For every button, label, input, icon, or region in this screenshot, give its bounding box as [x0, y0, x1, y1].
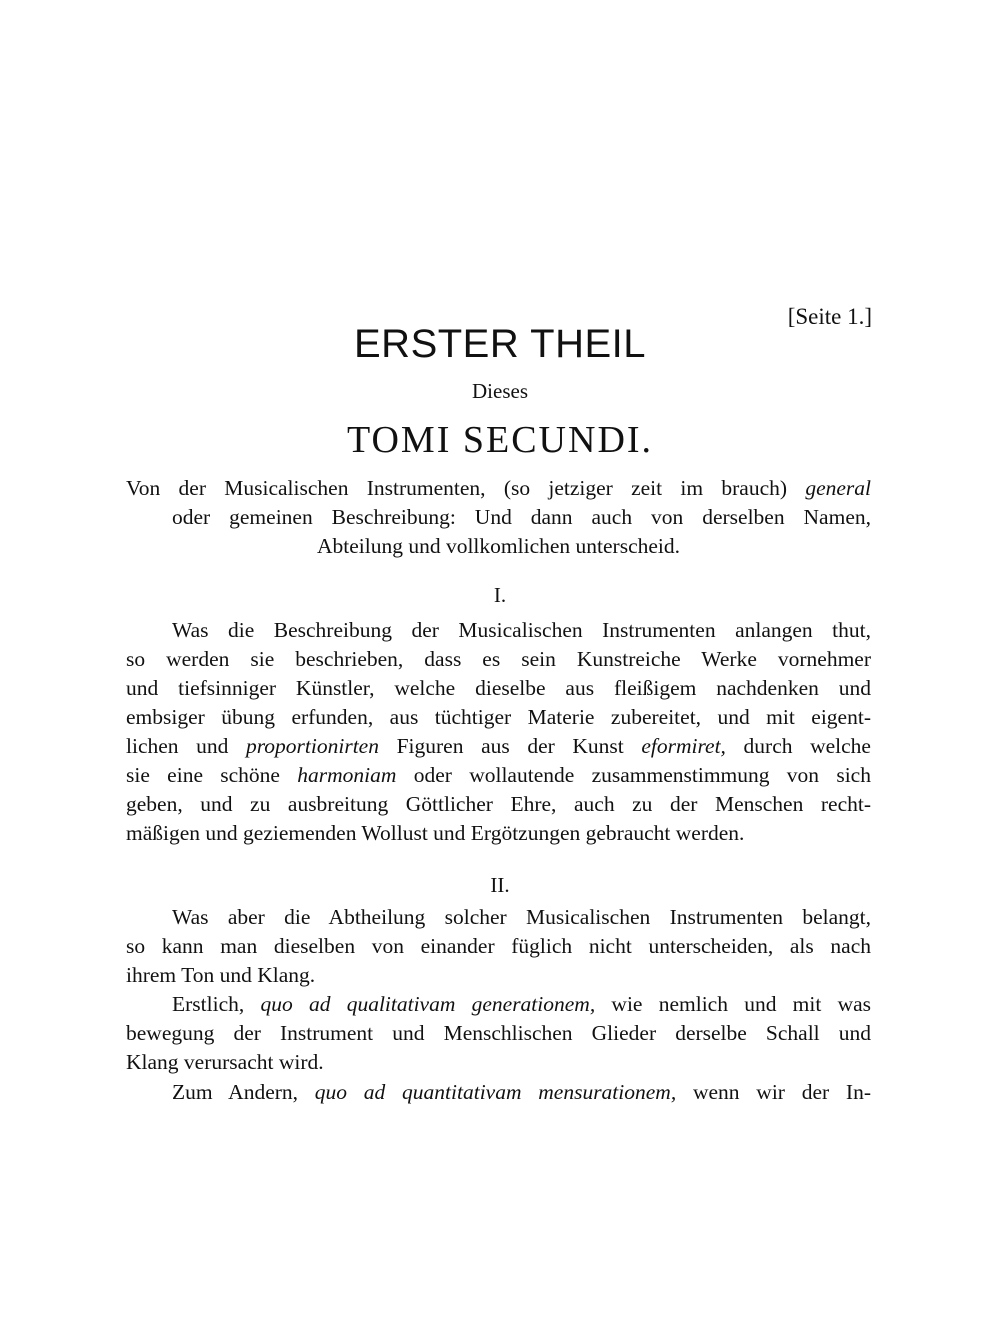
paragraph-line: Was aber die Abtheilung solcher Musicalischen Instrumenten belangt, — [172, 905, 871, 929]
page-number: [Seite 1.] — [787, 304, 872, 329]
paragraph-line: Was die Beschreibung der Musicalischen Instrumenten anlangen thut, — [172, 618, 871, 642]
paragraph-line: Zum Andern, quo ad quantitativam mensurationem, wenn wir der In- — [172, 1080, 871, 1104]
paragraph-line: lichen und proportionirten Figuren aus der Kunst eformiret, durch welche — [126, 734, 871, 758]
paragraph-line: sie eine schöne harmoniam oder wollautende zusammenstimmung von sich — [126, 763, 871, 787]
intro-line: Von der Musicalischen Instrumenten, (so jetziger zeit im brauch) general — [126, 476, 871, 500]
paragraph-line: so werden sie beschrieben, dass es sein Kunstreiche Werke vornehmer — [126, 647, 871, 671]
paragraph-line: geben, und zu ausbreitung Göttlicher Ehre, auch zu der Menschen recht- — [126, 792, 871, 816]
paragraph-line: Erstlich, quo ad qualitativam generationem, wie nemlich und mit was — [172, 992, 872, 1016]
intro-line: oder gemeinen Beschreibung: Und dann auch von derselben Namen, — [172, 505, 871, 529]
chapter-heading: ERSTER THEIL — [354, 322, 646, 366]
paragraph-line: Klang verursacht wird. — [126, 1050, 324, 1074]
intro-line: Abteilung und vollkomlichen unterscheid. — [316, 534, 681, 558]
paragraph-line: bewegung der Instrument und Menschlischen Glieder derselbe Schall und — [126, 1021, 871, 1045]
paragraph-line: embsiger übung erfunden, aus tüchtiger Materie zubereitet, und mit eigent- — [126, 705, 871, 729]
volume-title: TOMI SECUNDI. — [346, 419, 654, 461]
paragraph-line: ihrem Ton und Klang. — [126, 963, 316, 987]
section-numeral: II. — [490, 873, 510, 897]
paragraph-line: so kann man dieselben von einander füglich nicht unterscheiden, als nach — [126, 934, 871, 958]
chapter-subheading: Dieses — [472, 379, 528, 403]
section-numeral: I. — [493, 583, 507, 607]
paragraph-line: mäßigen und geziemenden Wollust und Ergötzungen gebraucht werden. — [126, 821, 745, 845]
paragraph-line: und tiefsinniger Künstler, welche dieselbe aus fleißigem nachdenken und — [126, 676, 871, 700]
